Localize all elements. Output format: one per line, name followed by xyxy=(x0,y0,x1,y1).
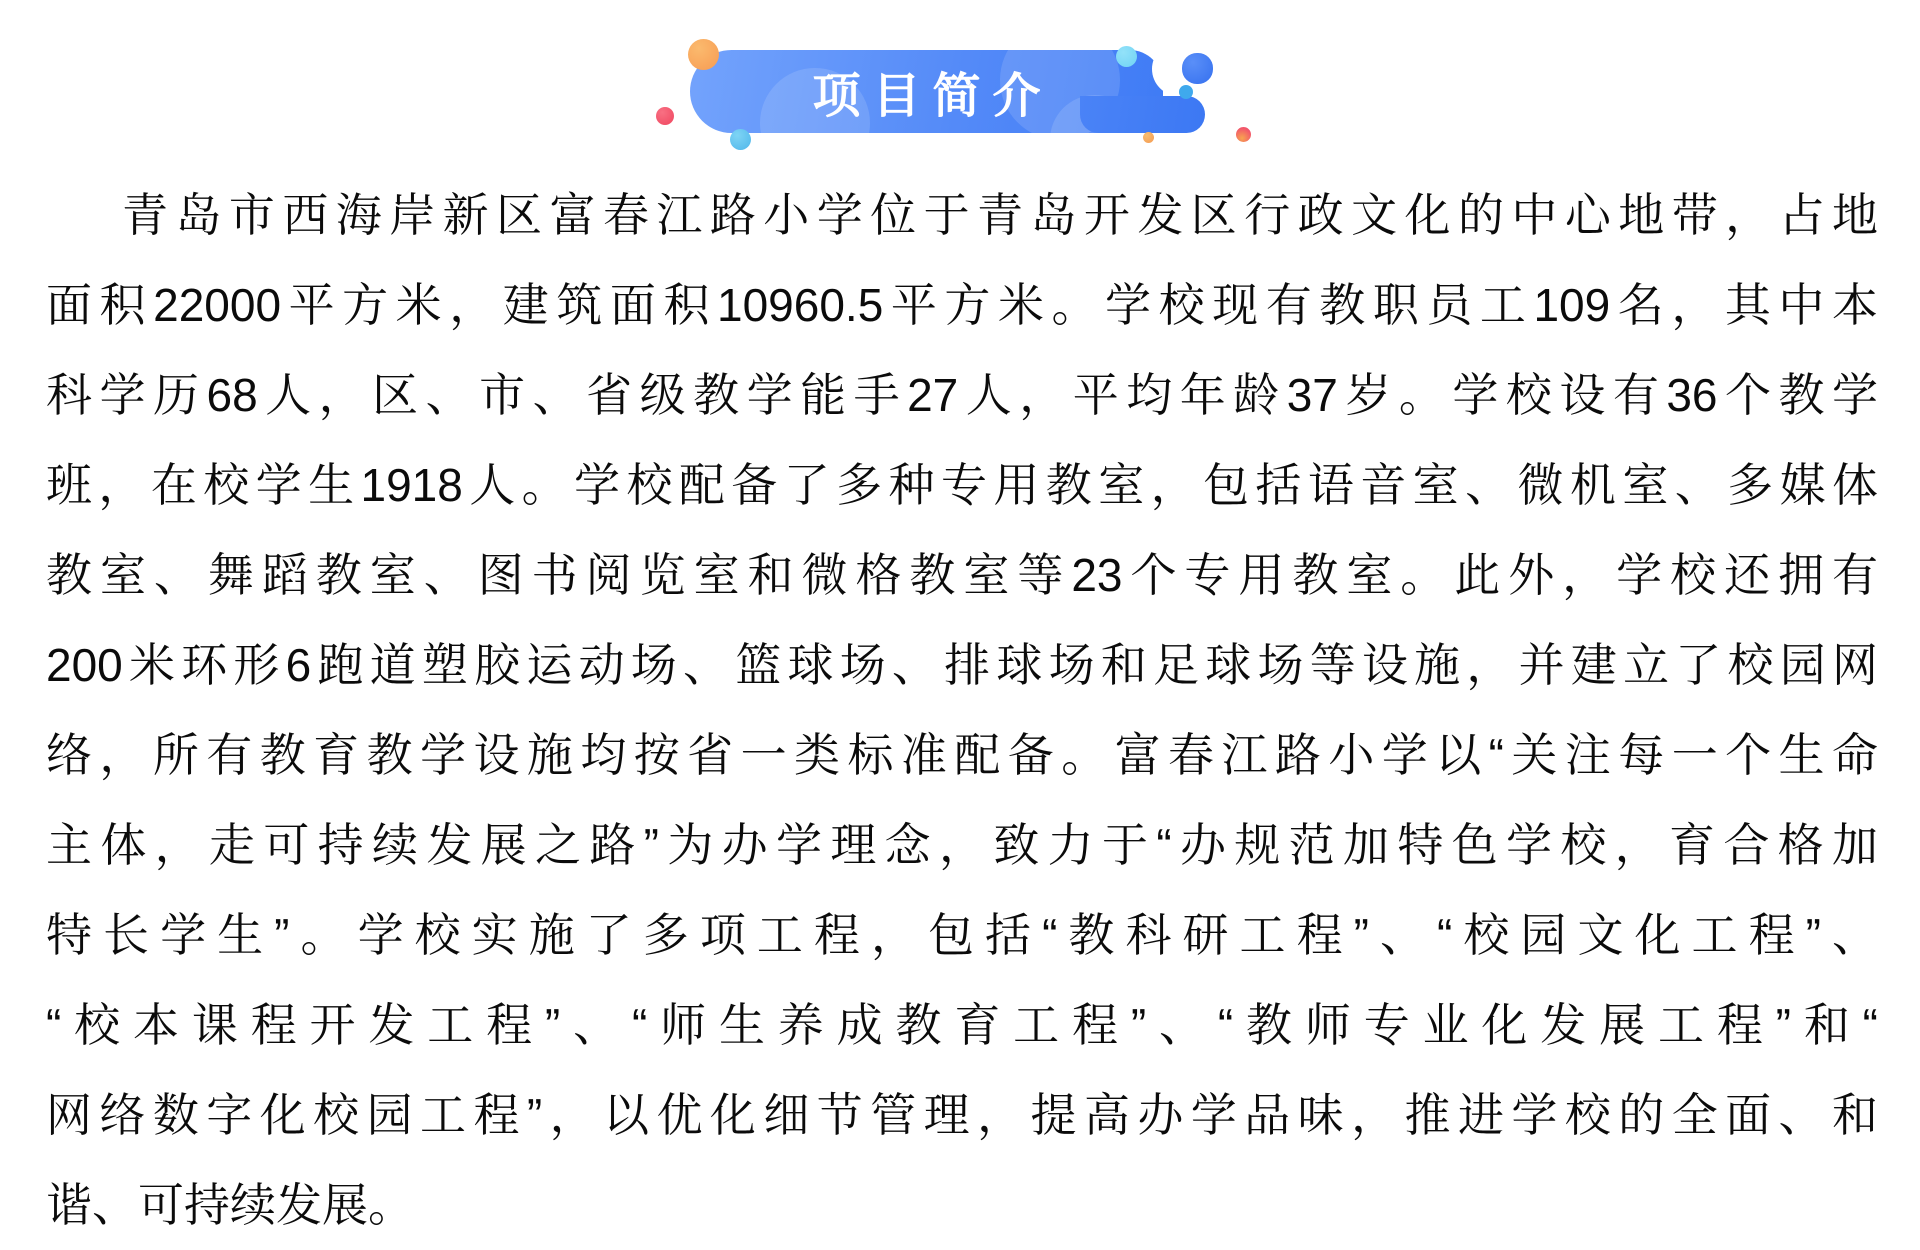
pill-right-lobe xyxy=(1080,96,1205,133)
paragraph-line: 网络数字化校园工程”，以优化细节管理，提高办学品味，推进学校的全面、和 xyxy=(46,1089,1878,1141)
page-title: 项目简介 xyxy=(812,70,1053,123)
intro-paragraph xyxy=(46,170,1878,1250)
paragraph-line: 青岛市西海岸新区富春江路小学位于青岛开发区行政文化的中心地带，占地 xyxy=(122,189,1878,241)
paragraph-line: 特长学生”。学校实施了多项工程，包括“教科研工程”、“校园文化工程”、 xyxy=(46,909,1878,961)
paragraph-line: 络，所有教育教学设施均按省一类标准配备。富春江路小学以“关注每一个生命 xyxy=(46,729,1878,781)
paragraph-line: 科学历68人，区、市、省级教学能手27人，平均年龄37岁。学校设有36个教学 xyxy=(46,369,1878,421)
paragraph-line: 主体，走可持续发展之路”为办学理念，致力于“办规范加特色学校，育合格加 xyxy=(46,819,1878,871)
header-banner xyxy=(0,0,1920,160)
orange-circle-decoration xyxy=(688,39,719,70)
paragraph-line: 教室、舞蹈教室、图书阅览室和微格教室等23个专用教室。此外，学校还拥有 xyxy=(46,549,1878,601)
pink-dot-decoration xyxy=(1236,127,1251,142)
red-dot-decoration xyxy=(656,107,674,125)
paragraph-line: 谐、可持续发展。 xyxy=(46,1179,414,1231)
paragraph-line: 班，在校学生1918人。学校配备了多种专用教室，包括语音室、微机室、多媒体 xyxy=(46,459,1878,511)
blue-dot-small-decoration xyxy=(1179,85,1193,99)
blue-blob-decoration xyxy=(1182,53,1213,84)
paragraph-line: “校本课程开发工程”、“师生养成教育工程”、“教师专业化发展工程”和“ xyxy=(46,999,1878,1051)
paragraph-line: 200米环形6跑道塑胶运动场、篮球场、排球场和足球场等设施，并建立了校园网 xyxy=(46,639,1878,691)
orange-dot-small-decoration xyxy=(1143,132,1154,143)
skyblue-dot-left-decoration xyxy=(730,129,751,150)
paragraph-line: 面积22000平方米，建筑面积10960.5平方米。学校现有教职员工109名，其中本 xyxy=(46,279,1878,331)
skyblue-dot-top-decoration xyxy=(1116,46,1137,67)
